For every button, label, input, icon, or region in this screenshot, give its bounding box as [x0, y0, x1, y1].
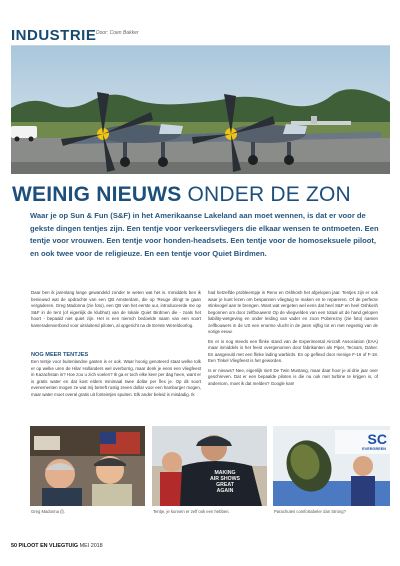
- caption-photo-1: Greg Madonna (l).: [31, 509, 65, 514]
- shirt-line: GREAT: [216, 482, 234, 488]
- body-paragraph: Daar ben ik jarenlang lange gewandeld zonder te weten wat het is. Inmiddels ben ik benieuwd wat de opdrachte van een QB Amsterdam, die op 'Reuge dringt te gaan vergaderen. Greg Madonna (zie foto), een QB van het eerste uur, introduceerde me op S&F in de tent (of eigenlijk de klubhut) van de lokale Quiet Birdmen die - zoals het hoort - bepaald niet quiet zijn. Het is een niemch bedoelde naam van een soort kameradenverbond voor uitsluitend piloten, al opgericht na de Eerste Wereldoorlog.: [31, 290, 201, 328]
- article-headline: [12, 183, 392, 207]
- photo-greg-madonna: [30, 426, 145, 506]
- section-title: INDUSTRIE: [11, 27, 97, 44]
- caption-photo-2: Tentje, je kunnen er zelf ook een hebben.: [153, 509, 230, 514]
- page-footer: [11, 543, 103, 549]
- photo-tent-visitor: [152, 426, 267, 506]
- body-paragraph: Een tentje voor buitenlandse gasten is er ook. Waar hoorig genoteerd staat welke tolk er op welke uren de Hilar Hollanders wel overborrig, maar denk je eens een vliegfeest in Kazachstan in? Hoe zou u zich voelen? Ik ga er toch elke keer per dag heen, want er is gratis water en dat kost elders minimaal twee dollar per fles je. Op dit soort evenementen mogen ze wat mij betreft rustig zeven dollar voor een hamburger mogen, maar water moet overal gratis uit fonteintjes spuiten. Elk ander beleid is misdadig. Ik: [31, 359, 201, 397]
- photo-parachute-seat: [273, 426, 390, 506]
- author-byline: Door: Coen Bakker: [96, 30, 139, 36]
- caption-photo-3: Parachutes comfortabeler dan Strong?: [274, 509, 346, 514]
- page-number: 50: [11, 543, 17, 549]
- body-subhead: NOG MEER TENTJES: [31, 352, 89, 358]
- article-lead: Waar je op Sun & Fun (S&F) in het Amerikaanse Lakeland aan moet wennen, is dat er voor de gekste dingen tentjes zijn. Een tentje voor verkeersvliegers die elkaar wensen te ontmoeten. Een tentje voor vrouwen. Een tentje voor honden-headsets. Een tentje voor de homoseksuele piloot, en ook twee voor de religieuze. En een tentje voor Quiet Birdmen.: [30, 211, 379, 258]
- body-paragraph: En er is nog steeds een flinke stand van de Experimental Aircraft Association (EAA) maar inmiddels is het feest overgenomen door fabrikanten als Piper, Tecnam, Daher. En aangevuld met een flinke lading warbirds. En op geflexd door menige F-16 of F-18. Een Tinkel Vliegfeest is het geworden.: [208, 338, 378, 363]
- body-column-2: [208, 290, 378, 390]
- warbirds-on-ramp-image: [11, 46, 390, 174]
- hero-photo: [11, 46, 390, 174]
- banner-small-text: EVERGREEN: [362, 447, 386, 451]
- headline-light: ONDER DE ZON: [187, 183, 351, 206]
- body-paragraph: Is er nieuws? Nee, eigenlijk niet! De Twin Mustang, maar daar hoor je al drie jaar over geschreven. Dat er een bepaalde piloten is die nu ook met turbine te krijgen is, of andersom, moet ik dat melden? Google kan!: [208, 367, 378, 386]
- magazine-name: PILOOT EN VLIEGTUIG: [18, 543, 79, 549]
- shirt-line: AIR SHOWS: [210, 476, 240, 482]
- body-column-1b: [31, 359, 201, 401]
- issue-date: MEI 2018: [79, 543, 103, 549]
- body-column-1: [31, 290, 201, 332]
- shirt-line: MAKING: [214, 470, 236, 476]
- shirt-print: [200, 470, 250, 494]
- headline-bold: WEINIG NIEUWS: [12, 183, 182, 206]
- banner-text: SC: [367, 431, 387, 447]
- body-paragraph: had hetzelfde probleempje in Reno en Oshkosh het afgelopen jaar. Tentjes zijn er ook waar je kunt lezen om bespannen vliegtuig te maken en te repareren. Of de perfecte stinkvogel aan te brengen. Want wat vergeten wel eens dat heel S&F en heel Oshkosh begonnen om door zelfbouwers! Op de vliegvelden van een totaal uit de hand gelopen liability-wetgeving en onder leiding van vader en zoon Poberezny (zie foto) namen zelfbouwers in de US een enorme vlucht in de jaren vijftig tot en met negentig van de vorige eeuw.: [208, 290, 378, 334]
- shirt-line: AGAIN: [216, 488, 234, 494]
